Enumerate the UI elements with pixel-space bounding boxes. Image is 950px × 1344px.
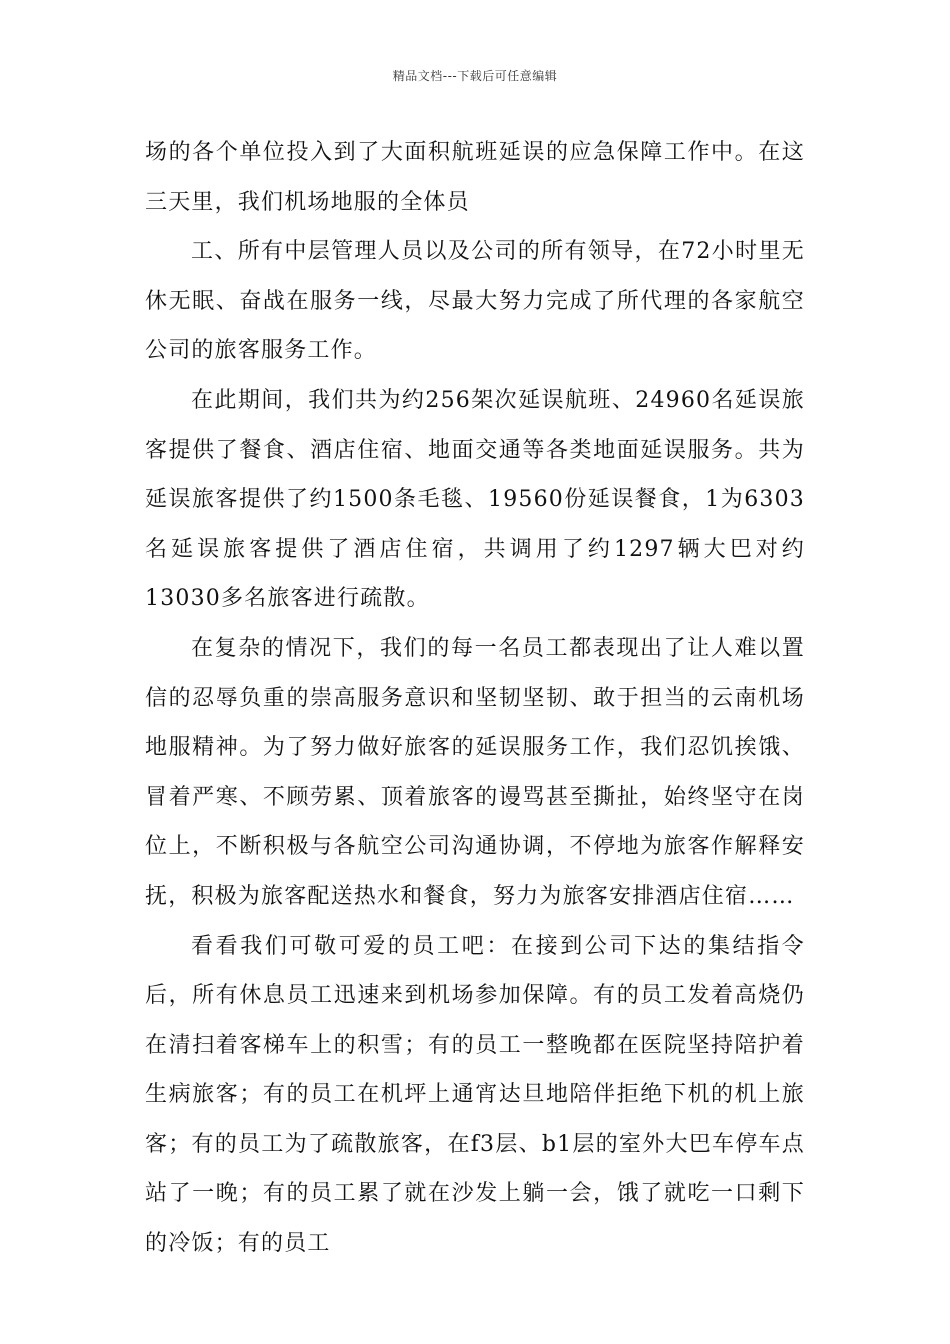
document-body xyxy=(145,128,805,1269)
paragraph-4: 在复杂的情况下，我们的每一名员工都表现出了让人难以置信的忍辱负重的崇高服务意识和坚韧坚韧、敢于担当的云南机场地服精神。为了努力做好旅客的延误服务工作，我们忍饥挨饿、冒着严寒、不顾劳累、顶着旅客的谩骂甚至撕扯，始终坚守在岗位上，不断积极与各航空公司沟通协调，不停地为旅客作解释安抚，积极为旅客配送热水和餐食，努力为旅客安排酒店住宿…… xyxy=(145,635,805,909)
paragraph-5: 看看我们可敬可爱的员工吧：在接到公司下达的集结指令后，所有休息员工迅速来到机场参加保障。有的员工发着高烧仍在清扫着客梯车上的积雪；有的员工一整晚都在医院坚持陪护着生病旅客；有的员工在机坪上通宵达旦地陪伴拒绝下机的机上旅客；有的员工为了疏散旅客，在f3层、b1层的室外大巴车停车点站了一晚；有的员工累了就在沙发上躺一会，饿了就吃一口剩下的冷饭；有的员工 xyxy=(145,933,805,1257)
paragraph-1: 场的各个单位投入到了大面积航班延误的应急保障工作中。在这三天里，我们机场地服的全体员 xyxy=(145,140,805,215)
page-header: 精品文档---下载后可任意编辑 xyxy=(392,69,558,83)
paragraph-2: 工、所有中层管理人员以及公司的所有领导，在72小时里无休无眠、奋战在服务一线，尽最大努力完成了所代理的各家航空公司的旅客服务工作。 xyxy=(145,239,805,364)
paragraph-3: 在此期间，我们共为约256架次延误航班、24960名延误旅客提供了餐食、酒店住宿、地面交通等各类地面延误服务。共为延误旅客提供了约1500条毛毯、19560份延误餐食，1为6303名延误旅客提供了酒店住宿，共调用了约1297辆大巴对约13030多名旅客进行疏散。 xyxy=(145,387,805,612)
